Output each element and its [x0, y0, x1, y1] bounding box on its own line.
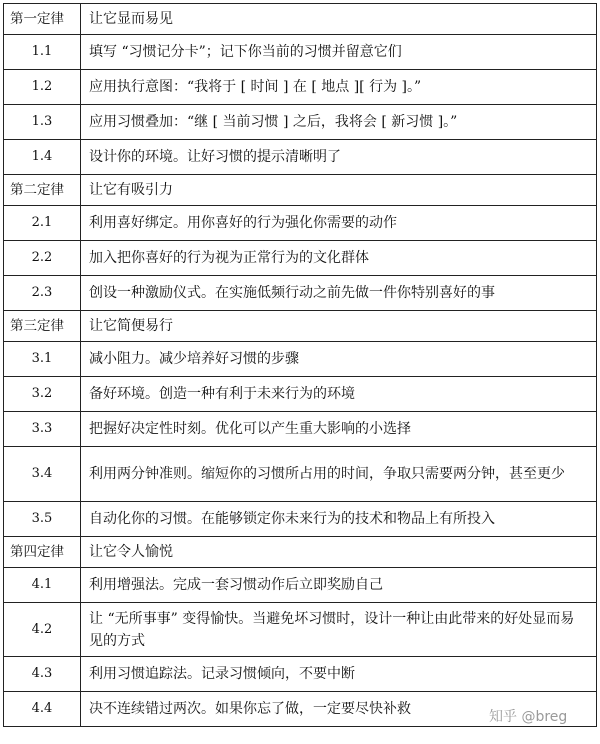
law-title: 让它令人愉悦	[81, 537, 597, 568]
law-title: 让它有吸引力	[81, 175, 597, 206]
item-text: 备好环境。创造一种有利于未来行为的环境	[81, 377, 597, 412]
table-row	[4, 35, 597, 70]
item-text: 加入把你喜好的行为视为正常行为的文化群体	[81, 241, 597, 276]
table-row	[4, 70, 597, 105]
law-label: 第四定律	[4, 537, 81, 568]
table-row	[4, 342, 597, 377]
law-header-row	[4, 537, 597, 568]
item-number: 3.5	[4, 502, 81, 537]
item-number: 1.4	[4, 140, 81, 175]
item-text: 利用增强法。完成一套习惯动作后立即奖励自己	[81, 568, 597, 603]
item-number: 2.2	[4, 241, 81, 276]
law-header-row	[4, 311, 597, 342]
item-text: 利用习惯追踪法。记录习惯倾向，不要中断	[81, 657, 597, 692]
item-number: 4.2	[4, 603, 81, 657]
item-text: 利用两分钟准则。缩短你的习惯所占用的时间，争取只需要两分钟，甚至更少	[81, 447, 597, 502]
item-text: 应用习惯叠加：“继 [ 当前习惯 ] 之后，我将会 [ 新习惯 ]。”	[81, 105, 597, 140]
table-row	[4, 412, 597, 447]
item-text: 把握好决定性时刻。优化可以产生重大影响的小选择	[81, 412, 597, 447]
table-row	[4, 241, 597, 276]
table-row	[4, 276, 597, 311]
table-row	[4, 568, 597, 603]
table-row	[4, 105, 597, 140]
item-text: 设计你的环境。让好习惯的提示清晰明了	[81, 140, 597, 175]
item-number: 2.1	[4, 206, 81, 241]
item-number: 3.3	[4, 412, 81, 447]
item-number: 1.1	[4, 35, 81, 70]
item-text: 让 “无所事事” 变得愉快。当避免坏习惯时，设计一种让由此带来的好处显而易见的方式	[81, 603, 597, 657]
item-text: 应用执行意图：“我将于 [ 时间 ] 在 [ 地点 ][ 行为 ]。”	[81, 70, 597, 105]
table-row	[4, 603, 597, 657]
law-title: 让它显而易见	[81, 4, 597, 35]
law-title: 让它简便易行	[81, 311, 597, 342]
watermark: 知乎 @breg	[485, 706, 571, 726]
item-text: 自动化你的习惯。在能够锁定你未来行为的技术和物品上有所投入	[81, 502, 597, 537]
table-row	[4, 206, 597, 241]
item-number: 4.3	[4, 657, 81, 692]
table-row	[4, 140, 597, 175]
item-number: 3.2	[4, 377, 81, 412]
item-number: 3.4	[4, 447, 81, 502]
item-number: 1.3	[4, 105, 81, 140]
table-row	[4, 502, 597, 537]
table-row	[4, 657, 597, 692]
item-text: 创设一种激励仪式。在实施低频行动之前先做一件你特别喜好的事	[81, 276, 597, 311]
table-row	[4, 447, 597, 502]
item-number: 4.1	[4, 568, 81, 603]
law-label: 第三定律	[4, 311, 81, 342]
item-number: 1.2	[4, 70, 81, 105]
item-text: 利用喜好绑定。用你喜好的行为强化你需要的动作	[81, 206, 597, 241]
item-number: 4.4	[4, 692, 81, 727]
item-number: 2.3	[4, 276, 81, 311]
item-text: 减小阻力。减少培养好习惯的步骤	[81, 342, 597, 377]
law-header-row	[4, 175, 597, 206]
item-text: 填写 “习惯记分卡”；记下你当前的习惯并留意它们	[81, 35, 597, 70]
law-label: 第一定律	[4, 4, 81, 35]
table-row	[4, 377, 597, 412]
item-text: 决不连续错过两次。如果你忘了做，一定要尽快补救	[81, 692, 597, 727]
law-label: 第二定律	[4, 175, 81, 206]
habits-table	[3, 3, 597, 727]
law-header-row	[4, 4, 597, 35]
item-number: 3.1	[4, 342, 81, 377]
